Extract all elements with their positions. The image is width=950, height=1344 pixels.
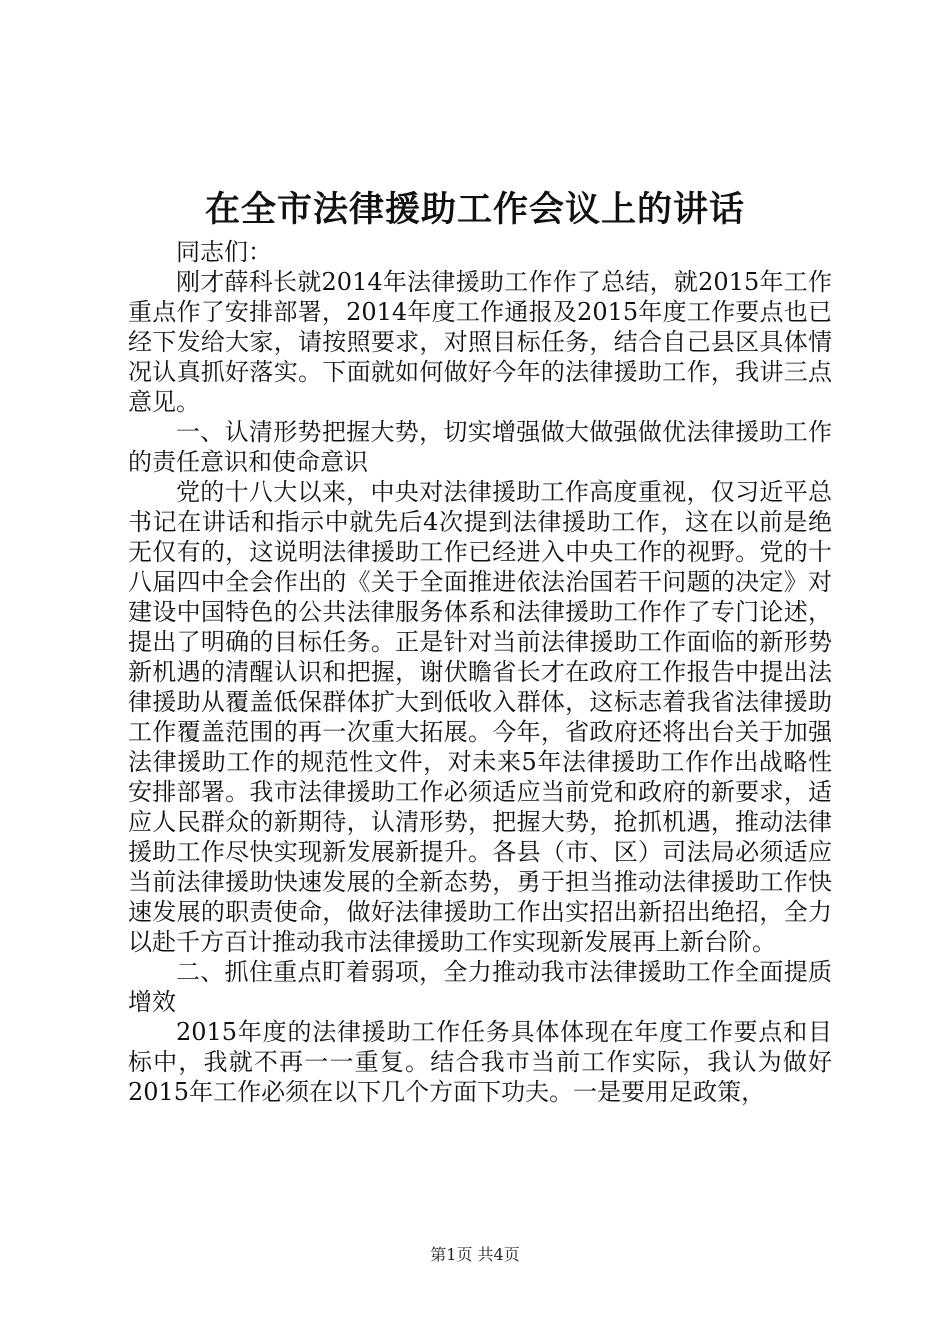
paragraph: 刚才薛科长就2014年法律援助工作作了总结，就2015年工作重点作了安排部署，2014年度工作通报及2015年度工作要点也已经下发给大家，请按照要求，对照目标任务，结合自己县区具体情况认真抓好落实。下面就如何做好今年的法律援助工作，我讲三点意见。 bbox=[128, 268, 832, 416]
paragraph: 2015年度的法律援助工作任务具体体现在年度工作要点和目标中，我就不再一一重复。结合我市当前工作实际，我认为做好2015年工作必须在以下几个方面下功夫。一是要用足政策， bbox=[128, 1018, 832, 1106]
section-heading: 二、抓住重点盯着弱项，全力推动我市法律援助工作全面提质增效 bbox=[128, 958, 832, 1016]
paragraph: 党的十八大以来，中央对法律援助工作高度重视，仅习近平总书记在讲话和指示中就先后4次提到法律援助工作，这在以前是绝无仅有的，这说明法律援助工作已经进入中央工作的视野。党的十八届四中全会作出的《关于全面推进依法治国若干问题的决定》对建设中国特色的公共法律服务体系和法律援助工作作了专门论述，提出了明确的目标任务。正是针对当前法律援助工作面临的新形势新机遇的清醒认识和把握，谢伏瞻省长才在政府工作报告中提出法律援助从覆盖低保群体扩大到低收入群体，这标志着我省法律援助工作覆盖范围的再一次重大拓展。今年，省政府还将出台关于加强法律援助工作的规范性文件，对未来5年法律援助工作作出战略性安排部署。我市法律援助工作必须适应当前党和政府的新要求，适应人民群众的新期待，认清形势，把握大势，抢抓机遇，推动法律援助工作尽快实现新发展新提升。各县（市、区）司法局必须适应当前法律援助快速发展的全新态势，勇于担当推动法律援助工作快速发展的职责使命，做好法律援助工作出实招出新招出绝招，全力以赴千方百计推动我市法律援助工作实现新发展再上新台阶。 bbox=[128, 478, 832, 956]
section-heading: 一、认清形势把握大势，切实增强做大做强做优法律援助工作的责任意识和使命意识 bbox=[128, 418, 832, 476]
document-body bbox=[128, 237, 832, 1107]
greeting: 同志们： bbox=[176, 238, 272, 266]
page-title: 在全市法律援助工作会议上的讲话 bbox=[204, 189, 745, 230]
page-footer: 第1页 共4页 bbox=[430, 1245, 520, 1264]
